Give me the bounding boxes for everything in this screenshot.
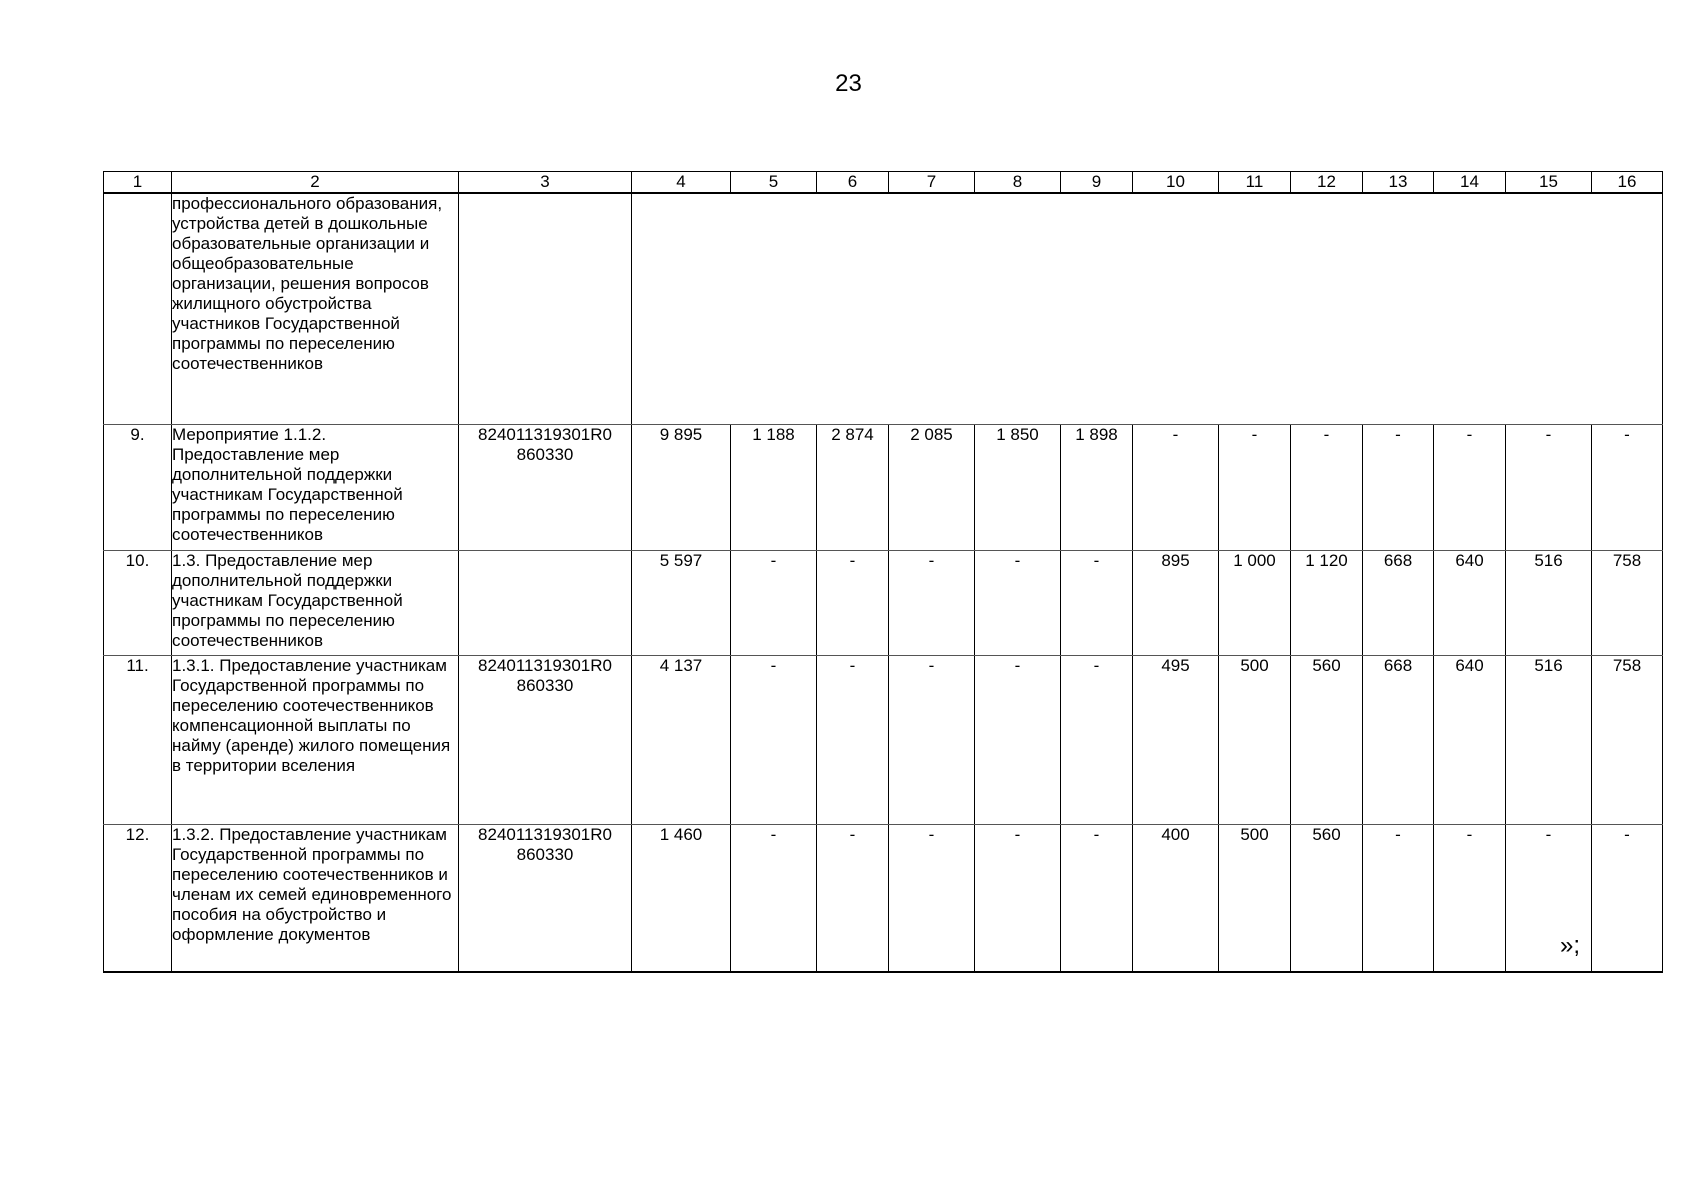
value-cell-col-8: 1 850 [975,424,1061,550]
value-cell-col-10: - [1133,424,1219,550]
value-cell-col-6: - [817,824,889,972]
value-cell-col-7: - [889,655,975,824]
activity-name: 1.3. Предоставление мер дополнительной поддержки участникам Государственной программы по переселению соотечественников [172,550,459,655]
row-number: 11. [104,655,172,824]
value-cell-col-15: 516 [1506,550,1592,655]
value-cell-col-5: 1 188 [731,424,817,550]
value-cell-col-14: 640 [1434,655,1506,824]
column-header-9: 9 [1061,172,1133,194]
value-cell-col-4: 5 597 [632,550,731,655]
value-cell-col-11: 500 [1219,824,1291,972]
column-header-14: 14 [1434,172,1506,194]
value-cell-col-15: 516 [1506,655,1592,824]
value-cell-col-15: - [1506,824,1592,972]
column-header-5: 5 [731,172,817,194]
value-cell-col-4: 9 895 [632,424,731,550]
value-cell-col-8: - [975,550,1061,655]
table-row [104,424,1663,550]
value-cell-col-10: 495 [1133,655,1219,824]
value-cell-col-13: 668 [1363,655,1434,824]
value-cell-col-12: - [1291,424,1363,550]
column-header-16: 16 [1592,172,1663,194]
value-cell-col-4: 1 460 [632,824,731,972]
row-number [104,193,172,424]
value-cell-col-13: - [1363,824,1434,972]
column-number-row [104,172,1663,194]
empty-values-cell [632,193,1663,424]
program-table [103,171,1663,973]
value-cell-col-13: 668 [1363,550,1434,655]
value-cell-col-14: 640 [1434,550,1506,655]
table-body [104,193,1663,972]
value-cell-col-12: 1 120 [1291,550,1363,655]
activity-name: профессионального образования, устройства детей в дошкольные образовательные организации и общеобразовательные организации, решения вопросов жилищного обустройства участников Государственной программы по переселению соотечественников [172,193,459,424]
row-number: 10. [104,550,172,655]
budget-code: 824011319301R0 860330 [459,424,632,550]
value-cell-col-6: 2 874 [817,424,889,550]
value-cell-col-4: 4 137 [632,655,731,824]
column-header-10: 10 [1133,172,1219,194]
value-cell-col-10: 400 [1133,824,1219,972]
value-cell-col-6: - [817,655,889,824]
column-header-13: 13 [1363,172,1434,194]
activity-name: 1.3.2. Предоставление участникам Государственной программы по переселению соотечественников и членам их семей единовременного пособия на обустройство и оформление документов [172,824,459,972]
column-header-2: 2 [172,172,459,194]
column-header-12: 12 [1291,172,1363,194]
value-cell-col-7: - [889,550,975,655]
value-cell-col-16: - [1592,424,1663,550]
value-cell-col-13: - [1363,424,1434,550]
table-row [104,550,1663,655]
value-cell-col-6: - [817,550,889,655]
table-row [104,193,1663,424]
table-row [104,824,1663,972]
column-header-4: 4 [632,172,731,194]
value-cell-col-14: - [1434,424,1506,550]
activity-name: Мероприятие 1.1.2. Предоставление мер дополнительной поддержки участникам Государственной программы по переселению соотечественников [172,424,459,550]
value-cell-col-12: 560 [1291,655,1363,824]
value-cell-col-7: - [889,824,975,972]
column-header-8: 8 [975,172,1061,194]
value-cell-col-12: 560 [1291,824,1363,972]
value-cell-col-8: - [975,824,1061,972]
value-cell-col-11: 1 000 [1219,550,1291,655]
value-cell-col-7: 2 085 [889,424,975,550]
budget-code [459,193,632,424]
value-cell-col-9: - [1061,550,1133,655]
value-cell-col-11: - [1219,424,1291,550]
value-cell-col-9: - [1061,655,1133,824]
activity-name: 1.3.1. Предоставление участникам Государственной программы по переселению соотечественников компенсационной выплаты по найму (аренде) жилого помещения в территории вселения [172,655,459,824]
value-cell-col-5: - [731,655,817,824]
column-header-3: 3 [459,172,632,194]
value-cell-col-16: 758 [1592,550,1663,655]
value-cell-col-8: - [975,655,1061,824]
value-cell-col-5: - [731,824,817,972]
budget-code: 824011319301R0 860330 [459,655,632,824]
value-cell-col-9: - [1061,824,1133,972]
value-cell-col-11: 500 [1219,655,1291,824]
table-row [104,655,1663,824]
column-header-7: 7 [889,172,975,194]
column-header-15: 15 [1506,172,1592,194]
column-header-6: 6 [817,172,889,194]
closing-quote-mark: »; [1560,932,1581,959]
value-cell-col-9: 1 898 [1061,424,1133,550]
budget-code: 824011319301R0 860330 [459,824,632,972]
row-number: 9. [104,424,172,550]
value-cell-col-15: - [1506,424,1592,550]
value-cell-col-10: 895 [1133,550,1219,655]
page-number: 23 [835,70,862,97]
row-number: 12. [104,824,172,972]
budget-code [459,550,632,655]
column-header-1: 1 [104,172,172,194]
value-cell-col-5: - [731,550,817,655]
value-cell-col-14: - [1434,824,1506,972]
column-header-11: 11 [1219,172,1291,194]
value-cell-col-16: 758 [1592,655,1663,824]
value-cell-col-16: - [1592,824,1663,972]
